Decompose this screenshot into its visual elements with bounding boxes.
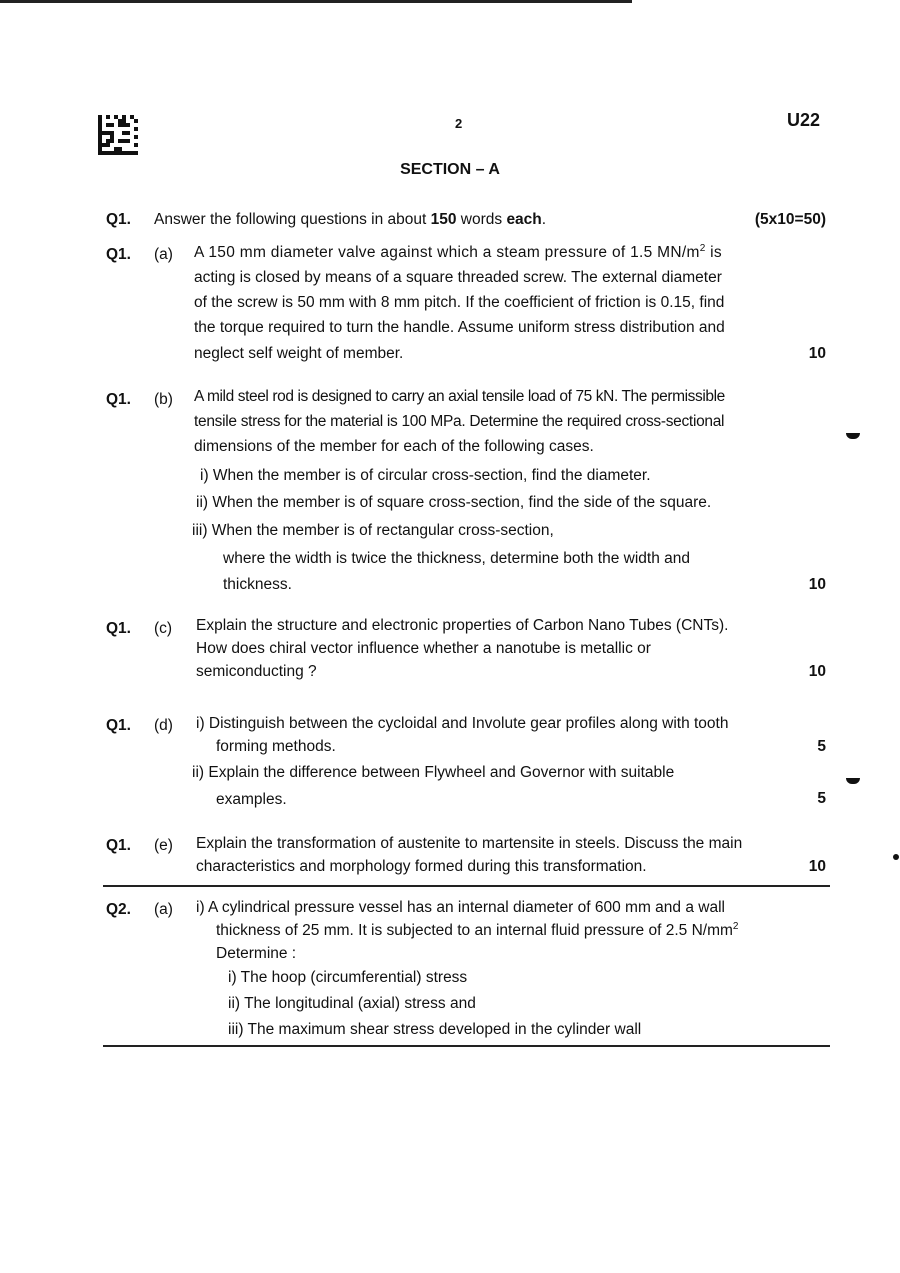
question-part: (a) (154, 246, 173, 263)
question-part: (d) (154, 717, 173, 734)
top-scan-line (0, 0, 632, 3)
datamatrix-code (98, 115, 138, 155)
question-line: Explain the transformation of austenite to martensite in steels. Discuss the main (196, 835, 743, 852)
question-line: the torque required to turn the handle. Assume uniform stress distribution and (194, 319, 725, 336)
question-number: Q2. (106, 901, 131, 918)
question-line: Explain the structure and electronic properties of Carbon Nano Tubes (CNTs). (196, 617, 729, 634)
sub-question: i) The hoop (circumferential) stress (228, 969, 468, 986)
section-title: SECTION – A (400, 161, 500, 178)
question-part: (b) (154, 391, 173, 408)
question-number: Q1. (106, 246, 131, 263)
question-line: characteristics and morphology formed during this transformation. (196, 858, 647, 875)
question-marks: 10 (808, 345, 826, 362)
sub-question: i) When the member is of circular cross-section, find the diameter. (200, 467, 651, 484)
question-line: of the screw is 50 mm with 8 mm pitch. If the coefficient of friction is 0.15, find (194, 294, 725, 311)
sub-question: iii) The maximum shear stress developed in the cylinder wall (228, 1021, 642, 1038)
question-number: Q1. (106, 717, 131, 734)
sub-question: i) Distinguish between the cycloidal and Involute gear profiles along with tooth (196, 715, 729, 732)
question-line: acting is closed by means of a square threaded screw. The external diameter (194, 269, 722, 286)
question-line: tensile stress for the material is 100 MPa. Determine the required cross-sectional (194, 413, 725, 430)
question-number: Q1. (106, 620, 131, 637)
sub-question: where the width is twice the thickness, determine both the width and (223, 550, 690, 567)
sub-question: forming methods. (216, 738, 336, 755)
sub-question: i) A cylindrical pressure vessel has an internal diameter of 600 mm and a wall (196, 899, 725, 916)
sub-question: thickness of 25 mm. It is subjected to an internal fluid pressure of 2.5 $N/mm^2$ (216, 920, 739, 939)
question-line: dimensions of the member for each of the following cases. (194, 438, 594, 455)
question-marks: 5 (817, 738, 826, 755)
question-line: neglect self weight of member. (194, 345, 404, 362)
margin-mark (893, 854, 899, 860)
question-part: (c) (154, 620, 173, 637)
margin-mark (846, 778, 860, 784)
divider-rule (103, 885, 830, 887)
question-line: semiconducting ? (196, 663, 317, 680)
question-line: A mild steel rod is designed to carry an axial tensile load of 75 kN. The permissible (194, 388, 725, 405)
question-line: A 150 mm diameter valve against which a steam pressure of 1.5 $MN/m^2$ is (194, 242, 722, 261)
question-marks: 10 (808, 858, 826, 875)
divider-rule (103, 1045, 830, 1047)
page-number: 2 (455, 116, 463, 131)
sub-question: ii) The longitudinal (axial) stress and (228, 995, 476, 1012)
question-marks: 10 (808, 663, 826, 680)
question-number: Q1. (106, 837, 131, 854)
question-line: How does chiral vector influence whether a nanotube is metallic or (196, 640, 651, 657)
question-marks: 5 (817, 790, 826, 807)
question-number: Q1. (106, 211, 131, 228)
question-part: (a) (154, 901, 173, 918)
sub-question: iii) When the member is of rectangular cross-section, (192, 522, 554, 539)
margin-mark (846, 433, 860, 439)
instruction-text: Answer the following questions in about 150 words each. (154, 211, 547, 228)
paper-code: U22 (787, 110, 821, 130)
instruction-marks: (5x10=50) (754, 211, 826, 228)
sub-question: thickness. (223, 576, 292, 593)
question-part: (e) (154, 837, 173, 854)
question-number: Q1. (106, 391, 131, 408)
question-marks: 10 (808, 576, 826, 593)
sub-question: ii) Explain the difference between Flywheel and Governor with suitable (192, 764, 675, 781)
sub-question: examples. (216, 791, 287, 808)
sub-question: Determine : (216, 945, 297, 962)
sub-question: ii) When the member is of square cross-section, find the side of the square. (196, 494, 712, 511)
